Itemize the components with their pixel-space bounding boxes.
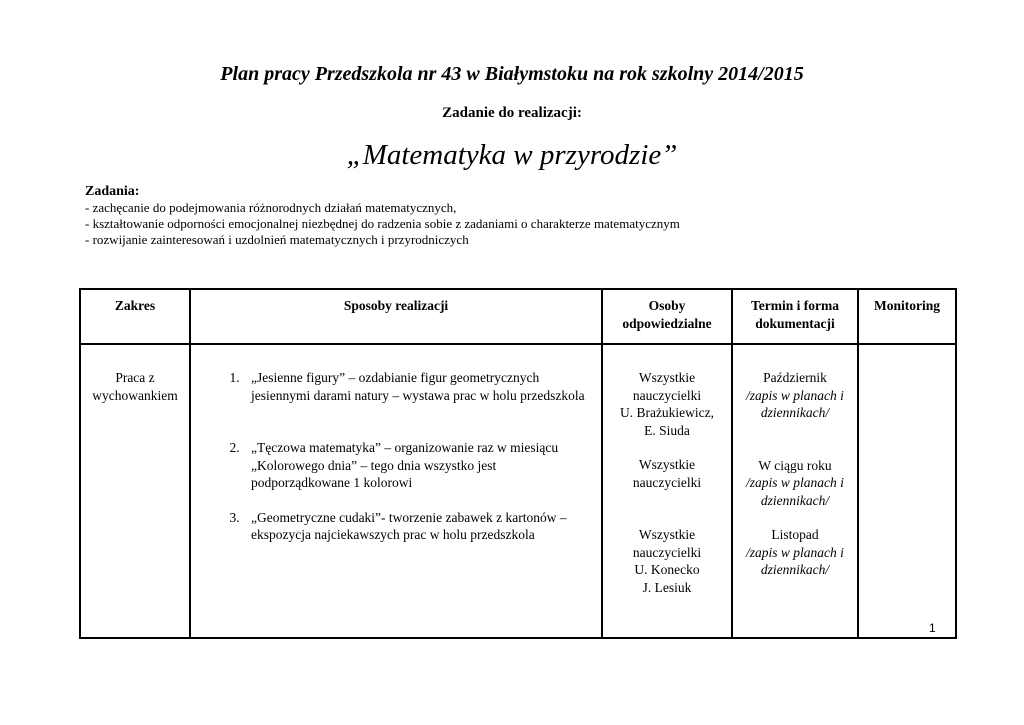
cell-termin-dokumentacji	[732, 344, 858, 638]
header-termin-dokumentacji	[732, 289, 858, 344]
person-line: Wszystkie	[638, 370, 696, 385]
term-label: W ciągu roku	[758, 457, 832, 473]
cell-sposoby-realizacji	[190, 344, 602, 638]
term-doc-line: dziennikach/	[760, 405, 830, 420]
term-doc-line: /zapis w planach i	[746, 387, 844, 403]
document-title: Plan pracy Przedszkola nr 43 w Białymstoku na rok szkolny 2014/2015	[220, 63, 804, 85]
document-subtitle: Zadanie do realizacji:	[442, 105, 582, 121]
zakres-line: Praca z	[115, 370, 155, 385]
person-line: Wszystkie	[638, 457, 696, 472]
header-zakres: Zakres	[80, 289, 190, 344]
plan-table	[79, 288, 957, 639]
term-doc-line: dziennikach/	[760, 562, 830, 577]
term-doc-line: /zapis w planach i	[746, 475, 844, 490]
task-item: - zachęcanie do podejmowania różnorodnych działań matematycznych,	[85, 200, 457, 215]
person-line: E. Siuda	[644, 422, 690, 438]
header-osoby-odpowiedzialne	[602, 289, 732, 344]
task-item: - kształtowanie odporności emocjonalnej niezbędnej do radzenia sobie z zadaniami o charakterze matematycznym	[85, 216, 680, 231]
table-row	[80, 344, 956, 638]
task-item: - rozwijanie zainteresowań i uzdolnień matematycznych i przyrodniczych	[85, 232, 469, 247]
tasks-section	[85, 184, 945, 248]
person-line: Wszystkie	[638, 527, 696, 542]
cell-monitoring	[858, 344, 956, 638]
header-osoby-line: Osoby	[648, 298, 686, 313]
persons-block	[603, 526, 731, 596]
person-line: nauczycielki	[632, 544, 702, 560]
activity-item: 1. „Jesienne figury” – ozdabianie figur geometrycznych jesiennymi darami natury – wystawa prac w holu przedszkola	[243, 369, 591, 404]
activities-list	[191, 369, 601, 544]
cell-osoby-odpowiedzialne	[602, 344, 732, 638]
activity-item: 2. „Tęczowa matematyka” – organizowanie raz w miesiącu „Kolorowego dnia” – tego dnia wszystko jest podporządkowane 1 kolorowi	[243, 439, 591, 492]
document-motto: „Matematyka w przyrodzie”	[346, 139, 678, 171]
term-block	[733, 457, 857, 510]
table-header-row	[80, 289, 956, 344]
header-osoby-line: odpowiedzialne	[622, 316, 712, 331]
person-line: nauczycielki	[632, 387, 702, 403]
header-termin-line: Termin i forma	[751, 298, 839, 313]
person-line: U. Konecko	[634, 562, 700, 577]
zakres-line: wychowankiem	[92, 387, 178, 403]
tasks-heading: Zadania:	[85, 184, 140, 199]
person-line: J. Lesiuk	[642, 579, 692, 595]
header-sposoby-realizacji: Sposoby realizacji	[190, 289, 602, 344]
term-block	[733, 526, 857, 579]
persons-block	[603, 369, 731, 439]
term-label: Listopad	[771, 527, 819, 542]
term-doc-line: dziennikach/	[760, 492, 830, 508]
person-line: nauczycielki	[632, 474, 702, 490]
term-doc-line: /zapis w planach i	[746, 544, 844, 560]
term-label: Październik	[763, 370, 827, 385]
activity-item: 3. „Geometryczne cudaki”- tworzenie zabawek z kartonów – ekspozycja najciekawszych prac w holu przedszkola	[243, 509, 591, 544]
persons-block	[603, 456, 731, 491]
term-block	[733, 369, 857, 422]
person-line: U. Brażukiewicz,	[619, 405, 715, 420]
page-number: 1	[929, 621, 936, 635]
header-monitoring: Monitoring	[858, 289, 956, 344]
cell-zakres	[80, 344, 190, 638]
header-termin-line: dokumentacji	[755, 316, 835, 331]
